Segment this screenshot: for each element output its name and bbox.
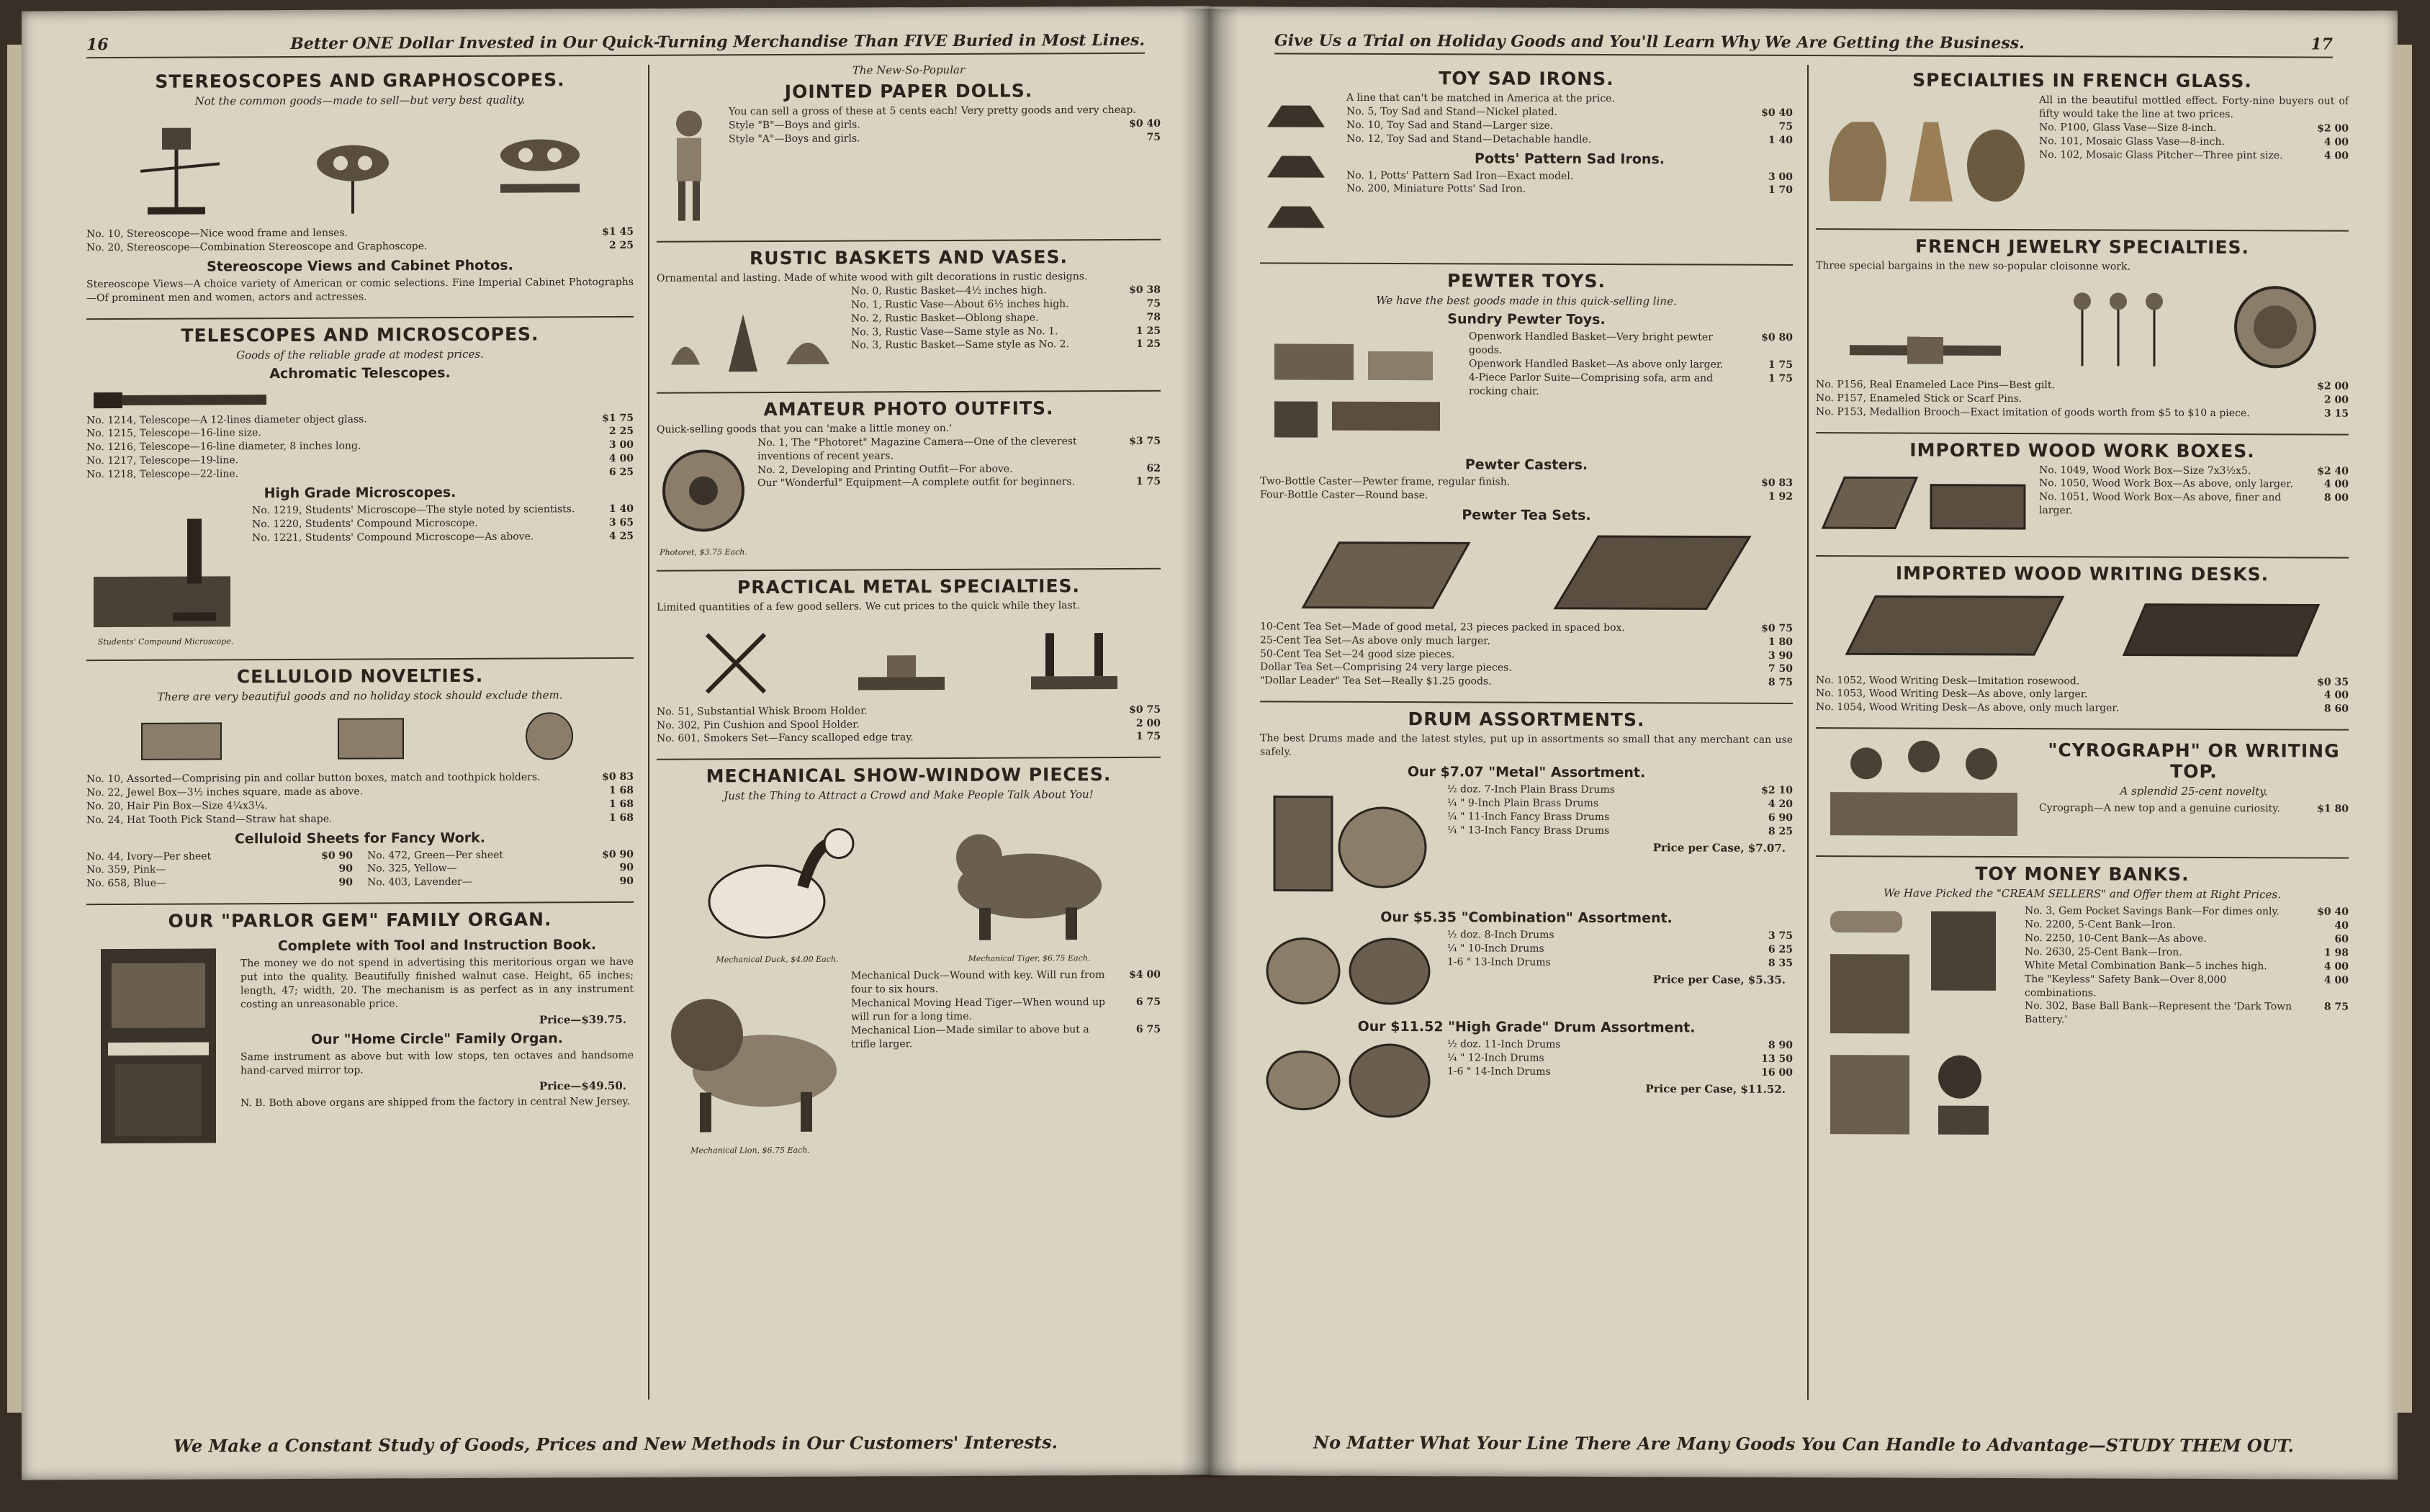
home-organ-title: Our "Home Circle" Family Organ.: [310, 1030, 563, 1048]
list-item: Mechanical Duck—Wound with key. Will run from four to six hours. $4 00: [851, 969, 1161, 996]
metal-illustrations: [657, 618, 1161, 699]
list-item: No. 601, Smokers Set—Fancy scalloped edge tray. 1 75: [657, 731, 1161, 745]
list-item: Style "B"—Boys and girls. $0 40: [729, 117, 1161, 132]
banks-section: [1816, 863, 2349, 1143]
closed-writing-desk-illustration: [2117, 590, 2326, 670]
desks-section: [1816, 562, 2349, 716]
list-item: No. 10, Stereoscope—Nice wood frame and lenses. $1 45: [86, 225, 634, 240]
right-page-header-text: Give Us a Trial on Holiday Goods and You'll Learn Why We Are Getting the Business.: [1274, 31, 2025, 53]
list-item: No. 1217, Telescope—19-line. 4 00: [86, 453, 634, 467]
stereoscope-views-text: Stereoscope Views—A choice variety of American or comic selections. Fine Imperial Cabinet Photographs—Of prominent men and women, actors and actresses.: [86, 276, 634, 304]
drums-body: The best Drums made and the latest styles, put up in assortments so small that any merchant can use safely.: [1260, 732, 1793, 758]
list-item: No. 1, The "Photoret" Magazine Camera—One of the cleverest inventions of recent years. $3 75: [757, 435, 1161, 462]
glass-text: [2039, 94, 2349, 217]
list-item: No. 20, Hair Pin Box—Size 4¼x3¼. 1 68: [86, 798, 634, 813]
telescopes-section: [86, 323, 634, 647]
list-item: ¼ " 11-Inch Fancy Brass Drums 6 90: [1447, 811, 1793, 824]
stereoscope-views-title: Stereoscope Views and Cabinet Photos.: [207, 257, 513, 275]
show-window-subtitle: Just the Thing to Attract a Crowd and Make People Talk About You!: [724, 788, 1094, 803]
divider: [1816, 727, 2349, 731]
left-column-1: [79, 65, 641, 1402]
list-item: No. 2, Rustic Basket—Oblong shape. 78: [851, 311, 1161, 325]
list-item: ½ doz. 11-Inch Drums 8 90: [1447, 1038, 1793, 1051]
list-item: No. 1214, Telescope—A 12-lines diameter object glass. $1 75: [86, 412, 634, 426]
rustic-block: [657, 284, 1161, 379]
rustic-section: [657, 246, 1161, 379]
list-item: "Dollar Leader" Tea Set—Really $1.25 goods. 8 75: [1260, 675, 1793, 689]
tea-set-box-illustration: [1296, 535, 1476, 615]
list-item: 1-6 " 14-Inch Drums 16 00: [1447, 1066, 1793, 1079]
celluloid-box-illustration: [135, 708, 228, 767]
catalog-spread: [22, 9, 2398, 1492]
workboxes-block: [1816, 463, 2349, 544]
list-item: No. 10, Assorted—Comprising pin and collar button boxes, match and toothpick holders. $0 83: [86, 770, 634, 786]
list-item: No. 5, Toy Sad and Stand—Nickel plated. $0 40: [1346, 105, 1793, 119]
list-item: White Metal Combination Bank—5 inches high. 4 00: [2025, 959, 2349, 973]
list-item: ¼ " 10-Inch Drums 6 25: [1447, 942, 1793, 955]
divider: [1816, 432, 2349, 436]
microscope-items: [252, 503, 634, 646]
jewelry-section: [1816, 235, 2349, 420]
mechanical-tiger-illustration: [936, 806, 1123, 951]
glass-section: [1816, 69, 2349, 217]
divider: [657, 757, 1161, 760]
right-column-2: [1807, 65, 2356, 1402]
divider: [1816, 855, 2349, 859]
photo-items: [757, 434, 1161, 556]
divider: [1260, 701, 1793, 705]
high-grade-drum-illustration: [1260, 1037, 1440, 1124]
cyrograph-text: [2039, 735, 2349, 845]
jewel-box-illustration: [324, 708, 418, 766]
list-item: No. 200, Miniature Potts' Sad Iron. 1 70: [1346, 183, 1793, 197]
metal-section: [657, 575, 1161, 746]
drum-assortment-1: [1260, 782, 1793, 906]
divider: [1816, 555, 2349, 559]
list-item: No. P157, Enameled Stick or Scarf Pins. 2 00: [1816, 392, 2349, 406]
list-item: No. 3, Rustic Vase—Same style as No. 1. 1 25: [851, 325, 1161, 338]
celluloid-section: [86, 665, 634, 891]
list-item: Our "Wonderful" Equipment—A complete outfit for beginners. 1 75: [757, 476, 1161, 490]
drum-assortment-1-price: Price per Case, $7.07.: [1652, 840, 1786, 855]
page-stack-edge-right: [2393, 45, 2412, 1413]
stereoscopes-subtitle: Not the common goods—made to sell—but very best quality.: [194, 93, 526, 108]
list-item: ¼ " 9-Inch Plain Brass Drums 4 20: [1447, 797, 1793, 810]
mechanical-duck-illustration: [695, 808, 860, 953]
banks-items: [2025, 904, 2349, 1143]
drum-assortment-3-title: Our $11.52 "High Grade" Drum Assortment.: [1357, 1018, 1696, 1036]
pewter-block: [1260, 329, 1793, 454]
show-window-section: [657, 764, 1161, 1156]
list-item: No. 22, Jewel Box—3½ inches square, made as above. 1 68: [86, 784, 634, 799]
banks-block: [1816, 904, 2349, 1143]
stereoscope-hand-illustration: [292, 127, 414, 221]
dolls-body: You can sell a gross of these at 5 cents each! Very pretty goods and very cheap.: [729, 104, 1136, 118]
list-item: No. 1052, Wood Writing Desk—Imitation rosewood. $0 35: [1816, 674, 2349, 688]
metal-body: Limited quantities of a few good sellers. We cut prices to the quick while they last.: [657, 599, 1080, 613]
list-item: No. P156, Real Enameled Lace Pins—Best gilt. $2 00: [1816, 378, 2349, 392]
dolls-small-title: The New-So-Popular: [852, 63, 966, 77]
list-item: 1-6 " 13-Inch Drums 8 35: [1447, 956, 1793, 969]
telescopes-subtitle: Goods of the reliable grade at modest prices.: [236, 347, 484, 361]
drum-assortment-2-title: Our $5.35 "Combination" Assortment.: [1380, 909, 1673, 927]
list-item: Openwork Handled Basket—Very bright pewter goods. $0 80: [1469, 330, 1793, 356]
pewter-parlor-suite-illustration: [1260, 329, 1462, 452]
list-item: ¼ " 12-Inch Drums 13 50: [1447, 1052, 1793, 1065]
divider: [657, 567, 1161, 571]
tea-set-illustrations: [1260, 528, 1793, 616]
divider: [1816, 228, 2349, 232]
achromatic-telescopes-title: Achromatic Telescopes.: [269, 364, 451, 382]
list-item: No. 3, Gem Pocket Savings Bank—For dimes only. $0 40: [2025, 905, 2349, 918]
list-item: No. 1219, Students' Microscope—The style noted by scientists. 1 40: [252, 503, 634, 517]
left-page-number: 16: [86, 35, 109, 55]
list-item: Openwork Handled Basket—As above only larger. 1 75: [1469, 358, 1793, 371]
list-item: No. 20, Stereoscope—Combination Stereoscope and Graphoscope. 2 25: [86, 239, 634, 254]
organ-illustration: [86, 935, 230, 1151]
list-item: Mechanical Moving Head Tiger—When wound up will run for a long time. 6 75: [851, 996, 1161, 1023]
telescopes-title: TELESCOPES AND MICROSCOPES.: [181, 323, 539, 346]
medallion-brooch-illustration: [2228, 280, 2322, 374]
list-item: No. 0, Rustic Basket—4½ inches high. $0 38: [851, 284, 1161, 297]
list-item: Cyrograph—A new top and a genuine curiosity. $1 80: [2039, 802, 2349, 815]
list-item: 10-Cent Tea Set—Made of good metal, 23 pieces packed in spaced box. $0 75: [1260, 621, 1793, 634]
pewter-tea-title: Pewter Tea Sets.: [1462, 507, 1591, 523]
paper-doll-illustration: [657, 105, 721, 228]
photo-title: AMATEUR PHOTO OUTFITS.: [763, 397, 1054, 420]
list-item: Two-Bottle Caster—Pewter frame, regular finish. $0 83: [1260, 475, 1793, 489]
list-item: No. 1, Rustic Vase—About 6½ inches high. 75: [851, 297, 1161, 311]
list-item: No. 302, Pin Cushion and Spool Holder. 2 00: [657, 717, 1161, 732]
mechanical-lion-illustration: [657, 970, 844, 1143]
cyrograph-subtitle: A splendid 25-cent novelty.: [2120, 784, 2268, 798]
list-item: No. 359, Pink— 90: [86, 863, 353, 876]
right-column-1: [1253, 63, 1800, 1400]
workboxes-title: IMPORTED WOOD WORK BOXES.: [1909, 439, 2255, 462]
list-item: The "Keyless" Safety Bank—Over 8,000 combinations. 4 00: [2025, 973, 2349, 999]
lion-figure: Mechanical Lion, $6.75 Each.: [657, 970, 844, 1156]
organ-subtitle: Complete with Tool and Instruction Book.: [277, 937, 597, 955]
drums-section: [1260, 708, 1793, 1125]
list-item: Style "A"—Boys and girls. 75: [729, 131, 1161, 145]
rustic-body: Ornamental and lasting. Made of white wood with gilt decorations in rustic designs.: [657, 271, 1088, 284]
drum-assortment-2-price: Price per Case, $5.35.: [1652, 972, 1786, 986]
french-glass-illustration: [1816, 93, 2032, 216]
list-item: No. 1, Potts' Pattern Sad Iron—Exact model. 3 00: [1346, 169, 1793, 183]
glass-body: All in the beautiful mottled effect. Forty-nine buyers out of fifty would take the line at two prices.: [2039, 94, 2349, 120]
list-item: 50-Cent Tea Set—24 good size pieces. 3 90: [1260, 647, 1793, 662]
scarf-pins-illustration: [2061, 287, 2176, 374]
celluloid-title: CELLULOID NOVELTIES.: [236, 665, 484, 688]
stereoscope-items: [86, 225, 634, 255]
pewter-title: PEWTER TOYS.: [1446, 270, 1606, 292]
list-item: No. 2200, 5-Cent Bank—Iron. 40: [2025, 919, 2349, 932]
pewter-casters-title: Pewter Casters.: [1464, 456, 1588, 473]
list-item: No. 302, Base Ball Bank—Represent the 'Dark Town Battery.' 8 75: [2025, 1000, 2349, 1026]
list-item: No. 24, Hat Tooth Pick Stand—Straw hat shape. 1 68: [86, 811, 634, 826]
list-item: No. 1050, Wood Work Box—As above, only larger. 4 00: [2039, 477, 2349, 491]
microscope-illustration: [86, 504, 245, 634]
list-item: No. 2250, 10-Cent Bank—As above. 60: [2025, 932, 2349, 945]
glass-title: SPECIALTIES IN FRENCH GLASS.: [1912, 69, 2252, 92]
list-item: ¼ " 13-Inch Fancy Brass Drums 8 25: [1447, 824, 1793, 837]
stereoscope-illustrations: [86, 112, 634, 222]
jewelry-title: FRENCH JEWELRY SPECIALTIES.: [1914, 235, 2250, 258]
organ-block: [86, 932, 634, 1151]
organ-title: OUR "PARLOR GEM" FAMILY ORGAN.: [168, 909, 552, 932]
potts-title: Potts' Pattern Sad Irons.: [1475, 150, 1665, 167]
work-box-illustration: [1816, 463, 2032, 543]
cyrograph-section: [1816, 734, 2349, 845]
microscopes-title: High Grade Microscopes.: [264, 484, 456, 502]
right-page-footer: No Matter What Your Line There Are Many Goods You Can Handle to Advantage—STUDY THEM OUT.: [1313, 1431, 2294, 1457]
photo-block: [657, 434, 1161, 557]
dolls-block: [657, 104, 1161, 228]
irons-section: [1260, 67, 1793, 251]
jewelry-body: Three special bargains in the new so-popular cloisonne work.: [1816, 260, 2130, 273]
list-item: No. 658, Blue— 90: [86, 876, 353, 890]
show-window-items: [851, 968, 1161, 1155]
rustic-items: [851, 284, 1161, 379]
irons-body: A line that can't be matched in America at the price.: [1346, 91, 1615, 105]
list-item: No. 1051, Wood Work Box—As above, finer and larger. 8 00: [2039, 491, 2349, 517]
irons-title: TOY SAD IRONS.: [1439, 68, 1614, 90]
irons-text: [1346, 91, 1793, 251]
celluloid-sheets-title: Celluloid Sheets for Fancy Work.: [234, 829, 485, 847]
stereoscopes-title: STEREOSCOPES AND GRAPHOSCOPES.: [155, 69, 565, 92]
organ-price: Price—$39.75.: [539, 1012, 626, 1027]
book-gutter: [1181, 9, 1238, 1477]
drum-assortment-2: [1260, 927, 1793, 1016]
list-item: No. 1221, Students' Compound Microscope—As above. 4 25: [252, 530, 634, 544]
list-item: 4-Piece Parlor Suite—Comprising sofa, arm and rocking chair. 1 75: [1469, 372, 1793, 397]
list-item: No. 1220, Students' Compound Microscope. 3 65: [252, 516, 634, 531]
right-page-number: 17: [2310, 35, 2333, 54]
pewter-items: [1469, 330, 1793, 454]
home-organ-body: Same instrument as above but with low stops, ten octaves and handsome hand-carved mirror top.: [240, 1049, 634, 1076]
drum-assortment-1-items: [1447, 783, 1793, 906]
organ-body: The money we do not spend in advertising this meritorious organ we have put into the quality. Beautifully finished walnut case. Height, 65 inches; length, 47; width, 20. The mechanism is as perfect as in any instrument costing an unreasonable price.: [240, 956, 634, 1011]
camera-figure: Photoret, $3.75 Each.: [657, 436, 750, 557]
glass-block: [1816, 93, 2349, 217]
metal-title: PRACTICAL METAL SPECIALTIES.: [737, 575, 1081, 598]
celluloid-sheets-grid: [86, 847, 634, 891]
divider: [86, 901, 634, 905]
rustic-basket-illustration: [657, 285, 844, 379]
lion-block: [657, 968, 1161, 1156]
rustic-title: RUSTIC BASKETS AND VASES.: [750, 246, 1068, 269]
drum-assortment-3-price: Price per Case, $11.52.: [1645, 1081, 1786, 1096]
pin-cushion-illustration: [851, 634, 952, 699]
list-item: No. 44, Ivory—Per sheet $0 90: [86, 850, 353, 863]
list-item: No. P153, Medallion Brooch—Exact imitation of goods worth from $5 to $10 a piece. 3 15: [1816, 405, 2349, 420]
list-item: 25-Cent Tea Set—As above only much larger. 1 80: [1260, 634, 1793, 648]
home-organ-price: Price—$49.50.: [539, 1079, 626, 1093]
list-item: No. 2, Developing and Printing Outfit—For above. 62: [757, 462, 1161, 476]
list-item: No. 10, Toy Sad and Stand—Larger size. 75: [1346, 119, 1793, 132]
divider: [657, 239, 1161, 243]
stereoscope-stand-illustration: [119, 113, 227, 222]
money-banks-illustration: [1816, 904, 2017, 1142]
list-item: No. 472, Green—Per sheet $0 90: [367, 848, 634, 862]
list-item: Four-Bottle Caster—Round base. 1 92: [1260, 489, 1793, 503]
divider: [86, 657, 634, 661]
microscope-figure: Students' Compound Microscope.: [86, 504, 245, 647]
left-page-footer: We Make a Constant Study of Goods, Prices and New Methods in Our Customers' Interests.: [174, 1431, 1058, 1457]
list-item: No. 1053, Wood Writing Desk—As above, only larger. 4 00: [1816, 688, 2349, 702]
list-item: No. 1049, Wood Work Box—Size 7x3½x5. $2 40: [2039, 464, 2349, 477]
sad-iron-illustration: [1260, 91, 1339, 249]
organ-text: [240, 932, 634, 1150]
list-item: No. 403, Lavender— 90: [367, 876, 634, 888]
combination-drum-illustration: [1260, 927, 1440, 1014]
drums-title: DRUM ASSORTMENTS.: [1408, 708, 1645, 731]
jewelry-illustrations: [1816, 279, 2349, 374]
photo-section: [657, 397, 1161, 557]
graphoscope-illustration: [479, 126, 601, 220]
left-page: [22, 6, 1210, 1480]
list-item: No. 101, Mosaic Glass Vase—8-inch. 4 00: [2039, 135, 2349, 148]
list-item: No. 51, Substantial Whisk Broom Holder. $0 75: [657, 703, 1161, 718]
workboxes-items: [2039, 464, 2349, 544]
list-item: No. 1054, Wood Writing Desk—As above, only much larger. 8 60: [1816, 701, 2349, 715]
list-item: Mechanical Lion—Made similar to above but a trifle larger. 6 75: [851, 1023, 1161, 1050]
dolls-text: [729, 104, 1161, 228]
list-item: No. 1215, Telescope—16-line size. 2 25: [86, 426, 634, 440]
divider: [86, 315, 634, 319]
organ-note: N. B. Both above organs are shipped from the factory in central New Jersey.: [240, 1095, 630, 1109]
metal-drum-illustration: [1260, 782, 1440, 905]
lace-pin-illustration: [1842, 329, 2008, 373]
hat-stand-illustration: [513, 707, 585, 765]
camera-illustration: [657, 436, 750, 545]
organ-section: [86, 909, 634, 1151]
list-item: No. P100, Glass Vase—Size 8-inch. $2 00: [2039, 121, 2349, 135]
list-item: No. 12, Toy Sad and Stand—Detachable handle. 1 40: [1346, 132, 1793, 146]
list-item: No. 325, Yellow— 90: [367, 862, 634, 875]
cyrograph-title: "CYROGRAPH" OR WRITING TOP.: [2048, 739, 2340, 783]
list-item: No. 102, Mosaic Glass Pitcher—Three pint size. 4 00: [2039, 148, 2349, 162]
photo-body: Quick-selling goods that you can 'make a little money on.': [657, 422, 953, 436]
left-page-header-text: Better ONE Dollar Invested in Our Quick-Turning Merchandise Than FIVE Buried in Most Lines.: [290, 30, 1145, 53]
banks-subtitle: We Have Picked the "CREAM SELLERS" and Offer them at Right Prices.: [1884, 886, 2281, 901]
dolls-section: [657, 63, 1161, 228]
left-page-header: [86, 31, 1145, 58]
drum-assortment-3: [1260, 1037, 1793, 1125]
list-item: Dollar Tea Set—Comprising 24 very large pieces. 7 50: [1260, 661, 1793, 675]
pewter-section: [1260, 269, 1793, 690]
open-writing-desk-illustration: [1840, 589, 2070, 669]
celluloid-subtitle: There are very beautiful goods and no holiday stock should exclude them.: [157, 688, 563, 703]
list-item: No. 1216, Telescope—16-line diameter, 8 inches long. 3 00: [86, 439, 634, 454]
duck-figure: Mechanical Duck, $4.00 Each.: [695, 808, 860, 965]
list-item: No. 1218, Telescope—22-line. 6 25: [86, 467, 634, 481]
irons-block: [1260, 91, 1793, 251]
show-window-illustrations: [657, 806, 1161, 965]
telescope-illustration: [86, 384, 274, 414]
broom-holder-illustration: [693, 620, 779, 700]
desks-title: IMPORTED WOOD WRITING DESKS.: [1895, 562, 2269, 585]
cyrograph-scene-illustration: [1816, 734, 2032, 843]
divider: [657, 390, 1161, 394]
desk-illustrations: [1816, 589, 2349, 670]
drum-assortment-2-items: [1447, 928, 1793, 1016]
sundry-pewter-title: Sundry Pewter Toys.: [1447, 311, 1606, 328]
celluloid-illustrations: [86, 707, 634, 767]
right-page-header: [1274, 31, 2333, 58]
drum-assortment-1-title: Our $7.07 "Metal" Assortment.: [1407, 764, 1646, 781]
right-page: [1210, 6, 2398, 1480]
list-item: ½ doz. 7-Inch Plain Brass Drums $2 10: [1447, 783, 1793, 796]
list-item: ½ doz. 8-Inch Drums 3 75: [1447, 929, 1793, 942]
banks-title: TOY MONEY BANKS.: [1975, 863, 2190, 886]
workboxes-section: [1816, 439, 2349, 544]
stereoscopes-section: [86, 69, 634, 305]
list-item: No. 3, Rustic Basket—Same style as No. 2. 1 25: [851, 338, 1161, 352]
divider: [1260, 262, 1793, 266]
dolls-title: JOINTED PAPER DOLLS.: [784, 80, 1033, 102]
left-column-2: [648, 63, 1168, 1400]
list-item: No. 2630, 25-Cent Bank—Iron. 1 98: [2025, 945, 2349, 959]
smokers-set-illustration: [1024, 618, 1125, 698]
pewter-subtitle: We have the best goods made in this quick-selling line.: [1376, 293, 1677, 308]
drum-assortment-3-items: [1447, 1038, 1793, 1125]
microscope-block: [86, 503, 634, 647]
cyrograph-block: [1816, 734, 2349, 845]
tiger-figure: Mechanical Tiger, $6.75 Each.: [936, 806, 1123, 963]
tea-set-large-box-illustration: [1548, 529, 1757, 616]
show-window-title: MECHANICAL SHOW-WINDOW PIECES.: [706, 764, 1112, 787]
